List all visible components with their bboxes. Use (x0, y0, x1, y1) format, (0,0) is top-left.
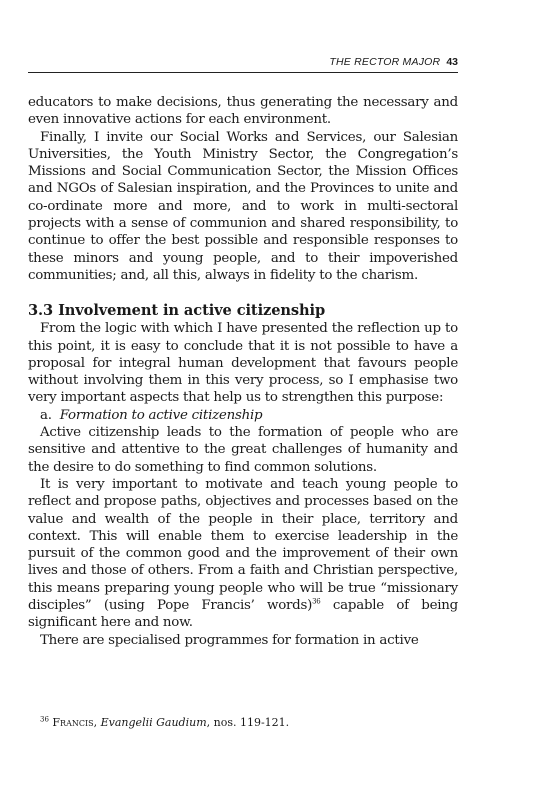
page-number: 43 (446, 56, 458, 68)
paragraph: There are specialised programmes for formation in active (40, 632, 419, 648)
paragraph: Finally, I invite our Social Works and Services, our Salesian Universities, the Youth Ministry Sector, the Congregation’s Missions and Social Communication Sector, the Mission Offices and NGOs of Salesian inspiration, and the Provinces to unite and co-ordinate more and more, and to work in multi-sectoral projects with a sense of communion and shared responsibility, to continue to offer the best possible and responsible responses to these minors and young people, and to their impoverished communities; and, all this, always in fidelity to the charism. (28, 129, 458, 283)
footnote-work: Evangelii Gaudium (100, 716, 207, 729)
paragraph-text: capable of being significant here and now. (28, 598, 458, 631)
running-title: THE RECTOR MAJOR (329, 56, 441, 68)
footnote-rest: , nos. 119-121. (206, 716, 290, 729)
paragraph: educators to make decisions, thus generating the necessary and even innovative actions for each environment. (28, 95, 458, 128)
running-header (28, 56, 458, 73)
footnote: $^{36}$ Francis, Evangelii Gaudium, nos. 119-121. (40, 715, 290, 729)
subsection-label: a. (40, 407, 52, 423)
footnote-reference: 36 (312, 597, 321, 606)
body-text (28, 94, 458, 649)
subsection-title: Formation to active citizenship (59, 407, 263, 423)
paragraph-text: It is very important to motivate and teach young people to reflect and propose paths, objectives and processes based on the value and wealth of the people in their place, territory and context. This will enable them to exercise leadership in the pursuit of the common good and the improvement of their own lives and those of others. From a faith and Christian perspective, this means preparing young people who will be true “missionary disciples” (using Pope Francis’ words) (28, 476, 458, 614)
subsection-heading (28, 407, 458, 424)
paragraph: From the logic with which I have presented the reflection up to this point, it is easy to conclude that it is not possible to have a proposal for integral human development that favours people without involving them in this very process, so I emphasise two very important aspects that help us to strengthen this purpose: (28, 321, 458, 406)
section-heading: 3.3 Involvement in active citizenship (28, 302, 326, 320)
paragraph (28, 476, 458, 632)
paragraph: Active citizenship leads to the formation of people who are sensitive and attentive to the great challenges of humanity and the desire to do something to find common solutions. (28, 425, 458, 475)
footnote-author: Francis (52, 716, 94, 729)
footnote-number: 36 (40, 715, 49, 724)
